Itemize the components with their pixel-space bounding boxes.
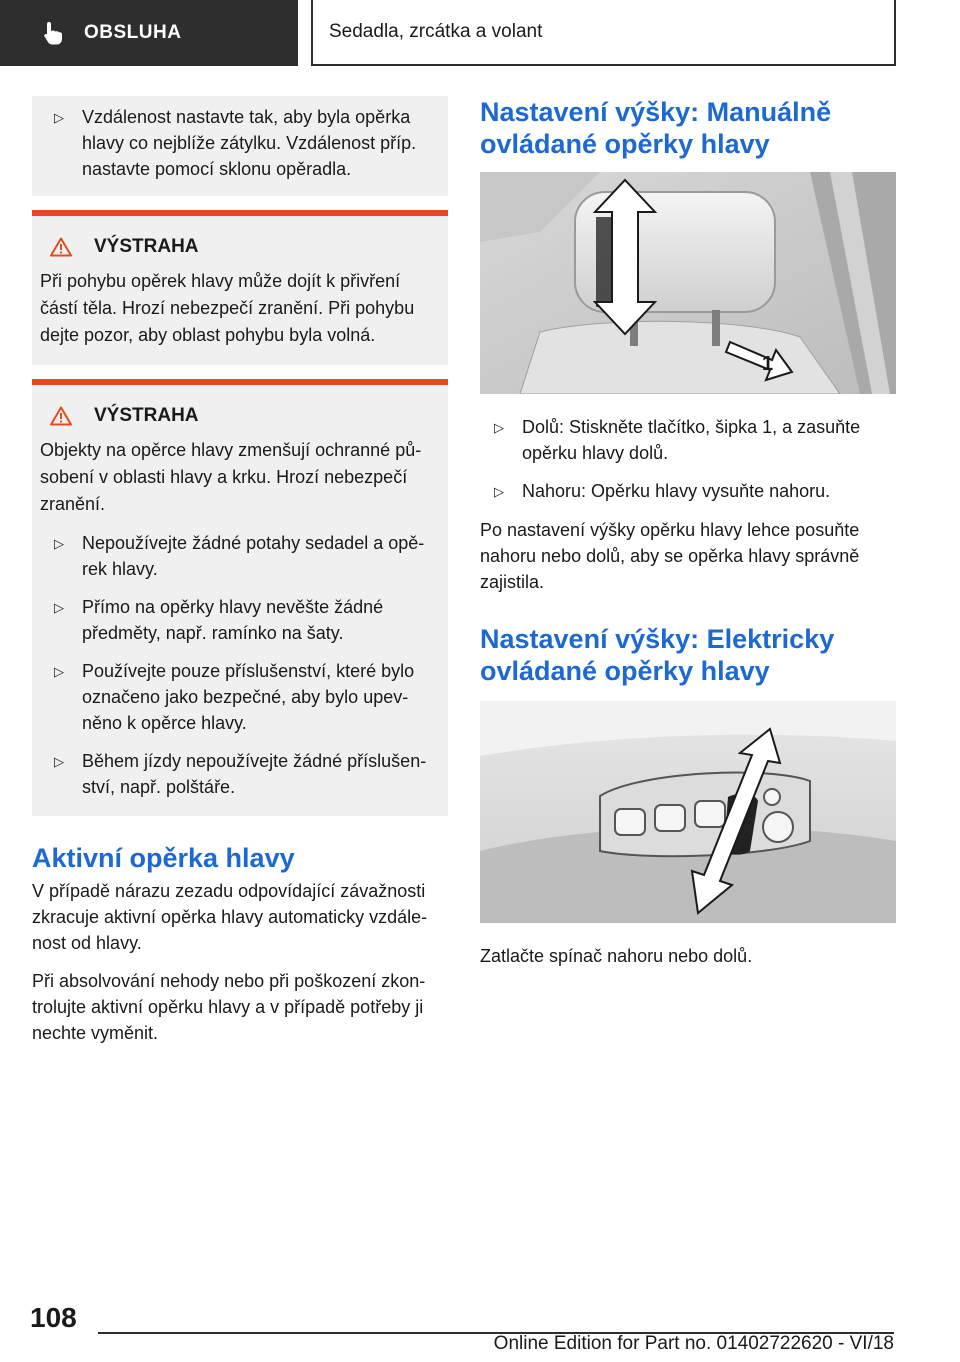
warning-title: VÝSTRAHA [40, 236, 440, 258]
intro-box [32, 96, 448, 196]
list-item: ▷ Nepoužívejte žádné potahy sedadel a opě-rek hlavy. [40, 530, 440, 582]
electric-switch-figure [480, 701, 896, 923]
paragraph: V případě nárazu zezadu odpovídající závažnosti zkracuje aktivní opěrka hlavy automaticky vzdále-nost od hlavy. [32, 881, 428, 953]
edition-info: Online Edition for Part no. 01402722620 - VI/18 [493, 1333, 894, 1354]
callout-number: 1 [762, 353, 774, 375]
warning-text: Při pohybu opěrek hlavy může dojít k přivření částí těla. Hrozí nebezpečí zranění. Při pohybu dejte pozor, aby oblast pohybu byla volná. [40, 271, 415, 345]
paragraph: Při absolvování nehody nebo při poškození zkon-trolujte aktivní opěrku hlavy a v případě potřeby ji nechte vyměnit. [32, 971, 426, 1043]
triangle-bullet-icon: ▷ [494, 484, 504, 499]
list-item: ▷ Nahoru: Opěrku hlavy vysuňte nahoru. [480, 478, 896, 505]
page-number: 108 [30, 1302, 77, 1333]
section-heading-manual: Nastavení výšky: Manuálně ovládané opěrky hlavy [480, 97, 832, 159]
warning-text: Objekty na opěrce hlavy zmenšují ochranné pů-sobení v oblasti hlavy a krku. Hrozí nebezpečí zranění. [40, 440, 422, 514]
section-heading-electric: Nastavení výšky: Elektricky ovládané opěrky hlavy [480, 624, 835, 686]
warning-box-objects [32, 379, 448, 816]
section-label: OBSLUHA [84, 22, 182, 43]
list-item: ▷ Během jízdy nepoužívejte žádné příslušen-ství, např. polštáře. [40, 748, 440, 800]
left-column [32, 96, 448, 1058]
paragraph: Zatlačte spínač nahoru nebo dolů. [480, 946, 753, 966]
electric-switch-illustration [480, 701, 896, 923]
warning-triangle-icon [50, 406, 72, 426]
triangle-bullet-icon: ▷ [54, 600, 64, 615]
section-heading-active: Aktivní opěrka hlavy [32, 843, 295, 873]
triangle-bullet-icon: ▷ [494, 420, 504, 435]
manual-headrest-figure [480, 172, 896, 394]
warning-triangle-icon [50, 237, 72, 257]
warning-box-pinch [32, 210, 448, 365]
triangle-bullet-icon: ▷ [54, 536, 64, 551]
triangle-bullet-icon: ▷ [54, 664, 64, 679]
triangle-bullet-icon: ▷ [54, 754, 64, 769]
paragraph: Po nastavení výšky opěrku hlavy lehce posuňte nahoru nebo dolů, aby se opěrka hlavy správně zajistila. [480, 520, 860, 592]
chapter-title: Sedadla, zrcátka a volant [311, 0, 896, 66]
list-item: ▷ Přímo na opěrky hlavy nevěšte žádné předměty, např. ramínko na šaty. [40, 594, 440, 646]
triangle-bullet-icon: ▷ [54, 110, 64, 125]
list-item: ▷ Dolů: Stiskněte tlačítko, šipka 1, a zasuňte opěrku hlavy dolů. [480, 414, 896, 466]
manual-headrest-illustration [480, 172, 896, 394]
right-column [480, 96, 896, 981]
list-item: ▷ Vzdálenost nastavte tak, aby byla opěrka hlavy co nejblíže zátylku. Vzdálenost příp. nastavte pomocí sklonu opěradla. [40, 104, 440, 182]
warning-title: VÝSTRAHA [40, 405, 440, 427]
section-tab [0, 0, 298, 66]
hand-pointer-icon [40, 20, 66, 46]
page-header [0, 0, 960, 66]
list-item: ▷ Používejte pouze příslušenství, které bylo označeno jako bezpečné, aby bylo upev-něno k opěrce hlavy. [40, 658, 440, 736]
